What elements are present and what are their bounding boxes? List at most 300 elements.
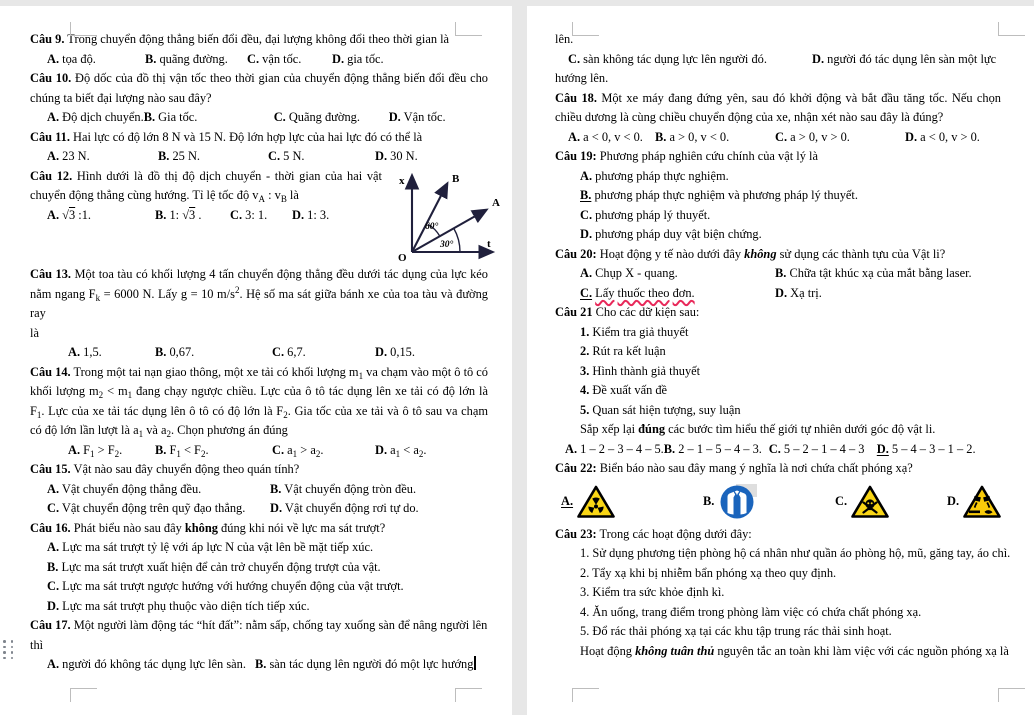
text-run: A.: [565, 441, 578, 456]
sign-options-row: [561, 481, 1001, 523]
protective-clothing-sign-icon: [717, 484, 757, 520]
text-run: 1: [90, 448, 95, 459]
text-run: Lực ma sát trượt tỷ lệ với áp lực N của vật lên bề mặt tiếp xúc.: [59, 540, 374, 554]
figure-line-b-label: B: [452, 173, 460, 185]
text-run: C.: [47, 579, 60, 593]
option: [255, 655, 488, 675]
margin-crop-mark: [998, 688, 1025, 702]
text-run: .: [205, 442, 209, 457]
text-run: . Gia tốc của xe tải và ô tô sau va chạm có độ lớn lần lượt là a: [30, 403, 489, 437]
option-line: [47, 597, 488, 617]
text-run: va chạm vào một ô tô có khối lượng m: [30, 364, 488, 398]
text-run: A.: [47, 149, 60, 163]
text-run: 2: [98, 390, 104, 400]
option: [272, 343, 375, 363]
text-run: B.: [655, 129, 667, 144]
option: [655, 128, 775, 148]
options-row: [68, 441, 488, 461]
text-run: 1: [395, 448, 401, 459]
figure-origin-label: O: [398, 252, 407, 264]
list-item: [580, 323, 1001, 343]
options-row: [68, 343, 488, 363]
option: [775, 128, 905, 148]
text-run: Câu 21: [555, 305, 593, 319]
text-run: D.: [375, 149, 388, 163]
text-run: B.: [145, 51, 157, 66]
text-run: Độ dịch chuyển.: [59, 110, 144, 124]
text-run: . Lực của xe tải tác dụng lên ô tô có độ lớn là F: [41, 403, 284, 418]
text-run: 0,15.: [387, 345, 415, 359]
text-run: .: [320, 442, 324, 457]
text-run: 1: [138, 429, 144, 439]
list-item: [580, 583, 1001, 603]
text-run: Trong chuyển động thẳng biến đổi đều, đại lượng không đổi theo thời gian là: [64, 32, 450, 46]
option: [568, 128, 655, 148]
text-run: gia tốc.: [344, 51, 384, 66]
option: [565, 440, 664, 460]
text-run: Lực ma sát trượt xuất hiện để cản trở chuyển động trượt của vật.: [58, 559, 381, 574]
text-run: 3: [68, 207, 76, 222]
document-page-right[interactable]: [527, 6, 1034, 715]
text-run: 3: 1.: [242, 207, 268, 222]
text-run: 5. Đổ rác thải phóng xạ tại các khu tập trung rác thải sinh hoạt.: [580, 624, 892, 638]
question-9: [30, 30, 488, 50]
question-23: [555, 525, 1001, 545]
text-run: B.: [143, 110, 156, 124]
text-run: 1:: [166, 207, 183, 222]
text-run: 1: [127, 390, 133, 400]
option: [155, 206, 230, 226]
text-run: Vật nào sau đây chuyển động theo quán tính?: [70, 462, 300, 476]
option: [775, 264, 1001, 284]
options-row: [565, 440, 1001, 460]
text-run: D.: [270, 501, 283, 515]
text-run: k: [95, 292, 101, 303]
text-run: Độ dốc của đồ thị vận tốc theo thời gian của chuyển động thẳng biến đổi đều cho chúng ta biết đại lượng nào sau đây?: [30, 71, 489, 105]
text-run: Một xe máy đang đứng yên, sau đó khởi động và bắt đầu tăng tốc. Nếu chọn chiều dương là cùng chiều chuyển động của xe, nhận xét nào sau đây là đúng?: [555, 90, 1002, 124]
question-21-prompt: [580, 420, 1001, 440]
text-run: thuốc theo: [617, 285, 670, 300]
text-run: Câu 9.: [30, 32, 65, 46]
option-line: [580, 186, 1001, 206]
option: [877, 440, 1001, 460]
text-run: Câu 19:: [555, 149, 597, 163]
option: [580, 284, 775, 304]
text-run: 1: 3.: [304, 207, 330, 222]
text-run: B.: [663, 441, 676, 456]
option: [332, 50, 488, 70]
option-line: [47, 577, 488, 597]
list-item: [580, 622, 1001, 642]
text-run: 2: [418, 448, 424, 459]
text-run: B.: [155, 207, 167, 222]
option: [580, 264, 775, 284]
text-run: là: [30, 325, 39, 340]
options-row: [568, 128, 1001, 148]
text-run: A.: [47, 657, 60, 671]
text-run: 5 – 4 – 3 – 1 – 2.: [888, 441, 976, 456]
options-row: [580, 284, 1001, 304]
text-cursor: [474, 656, 475, 670]
text-run: Kiểm tra giả thuyết: [589, 324, 689, 339]
options-row: [47, 480, 488, 500]
option: [47, 499, 270, 519]
text-run: B.: [580, 188, 592, 202]
text-run: các bước tìm hiểu thế giới tự nhiên dưới góc độ vật li.: [665, 422, 936, 436]
text-run: A.: [68, 345, 81, 359]
text-run: 1. Sử dụng phương tiện phòng hộ cá nhân như quần áo phòng hộ, mũ, găng tay, áo chì.: [580, 546, 1011, 560]
option: [158, 147, 268, 167]
options-row: [568, 50, 1001, 70]
text-run: 3.: [580, 363, 590, 378]
text-run: 2.: [580, 344, 590, 358]
text-run: √: [62, 207, 69, 222]
text-run: 2: [283, 409, 288, 420]
text-run: 5.: [580, 402, 590, 417]
text-run: A: [258, 194, 265, 204]
text-run: lên.: [555, 32, 574, 46]
drag-handle-icon[interactable]: [3, 640, 16, 660]
margin-crop-mark: [572, 22, 599, 36]
text-run: Câu 16.: [30, 520, 71, 535]
text-run: Lực ma sát trượt ngược hướng với hướng chuyển động của vật trượt.: [59, 579, 404, 593]
text-run: người đó tác dụng lên sàn một lực: [824, 51, 997, 66]
text-run: phương pháp duy vật biện chứng.: [592, 227, 762, 241]
question-15: [30, 460, 488, 480]
option: [389, 108, 488, 128]
text-run: Hai lực có độ lớn 8 N và 15 N. Độ lớn hợp lực của hai lực đó có thể là: [69, 129, 423, 144]
text-run: .: [119, 442, 123, 457]
text-run: D.: [905, 129, 918, 144]
text-run: = 6000 N. Lấy g = 10 m/s: [100, 286, 235, 301]
text-run: Câu 18.: [555, 90, 597, 105]
options-row: [47, 108, 488, 128]
text-run: 2: [200, 448, 206, 459]
figure-angle-30-label: 30°: [440, 240, 454, 250]
options-row: [47, 499, 488, 519]
text-run: C.: [568, 51, 581, 66]
question-10: [30, 69, 488, 108]
text-run: người đó không tác dụng lực lên sàn.: [59, 657, 246, 671]
text-run: đúng: [638, 422, 666, 436]
text-run: 2: [234, 284, 240, 295]
text-run: Chụp X - quang.: [592, 266, 678, 280]
text-run: .: [423, 442, 427, 457]
text-run: > a: [297, 442, 316, 457]
text-run: Vật chuyển động tròn đều.: [281, 481, 417, 496]
text-run: < a: [400, 442, 419, 457]
text-run: . Chọn phương án đúng: [170, 423, 288, 437]
list-item: [580, 342, 1001, 362]
text-run: không: [744, 246, 777, 261]
text-run: phương pháp thực nghiệm và phương pháp lý thuyết.: [591, 188, 858, 202]
text-run: Hoạt động y tế nào dưới đây: [596, 246, 745, 261]
text-run: 1: [358, 370, 364, 381]
text-run: đang chạy ngược chiều. Lực của ô tô tác dụng lên xe tải có độ lớn là F: [30, 384, 488, 418]
option: [270, 480, 488, 500]
option: [247, 50, 332, 70]
margin-crop-mark: [998, 22, 1025, 36]
text-run: Vật chuyển động trên quỹ đạo thẳng.: [59, 501, 246, 515]
radiation-sign-icon: [576, 484, 616, 519]
text-run: sử dụng các thành tựu của Vật li?: [776, 246, 946, 261]
option: [568, 50, 812, 70]
text-run: Vận tốc.: [400, 110, 446, 124]
option: [292, 206, 391, 226]
text-run: 2: [114, 448, 120, 459]
text-run: > F: [94, 442, 115, 457]
list-item: [580, 544, 1011, 564]
option: [812, 50, 1001, 70]
text-run: C.: [273, 110, 286, 124]
text-run: D.: [292, 207, 305, 222]
text-run: Phương pháp nghiên cứu chính của vật lý là: [596, 149, 818, 163]
text-run: sàn tác dụng lên người đó một lực hướng: [266, 657, 474, 671]
text-run: vận tốc.: [259, 51, 302, 66]
text-run: Một người làm động tác “hít đất”: nằm sấp, chống tay xuống sàn để nâng người lên: [70, 618, 488, 632]
sign-option: [561, 484, 703, 519]
question-14: [30, 363, 488, 441]
text-run: C.: [47, 501, 60, 515]
text-run: Trong các hoạt động dưới đây:: [596, 526, 752, 541]
text-run: không: [184, 520, 218, 535]
question-20: [555, 245, 1001, 265]
text-run: Biển báo nào sau đây mang ý nghĩa là nơi chứa chất phóng xạ?: [596, 461, 913, 475]
text-run: < m: [103, 384, 128, 398]
text-run: 3. Kiểm tra sức khỏe định kì.: [580, 585, 725, 599]
option-line: [580, 167, 1001, 187]
text-run: a > 0, v < 0.: [666, 129, 730, 144]
text-run: 1: [36, 409, 42, 420]
text-run: C.: [580, 285, 593, 300]
text-run: quãng đường.: [156, 51, 228, 66]
option-line: [580, 206, 1001, 226]
option: [272, 441, 375, 461]
text-run: Câu 17.: [30, 618, 71, 632]
options-row: [47, 50, 488, 70]
corrosive-sign-icon: [962, 484, 1002, 519]
option: [268, 147, 375, 167]
option-letter: B.: [703, 494, 715, 508]
text-run: D.: [332, 51, 345, 66]
text-run: F: [80, 442, 91, 457]
text-run: B.: [775, 266, 787, 280]
text-run: không tuân thủ: [635, 643, 715, 658]
text-run: .: [195, 207, 202, 222]
option: [144, 108, 274, 128]
toxic-skull-sign-icon: [850, 484, 890, 519]
text-run: đúng khi nói về lực ma sát trượt?: [217, 520, 386, 535]
option: [769, 440, 877, 460]
text-run: Hình dưới là đồ thị độ dịch chuyển - thời gian của hai vật chuyển động thẳng cùng hướng. Tỉ lệ tốc độ v: [30, 168, 382, 202]
text-run: B: [280, 194, 287, 204]
text-run: Chữa tật khúc xạ của mắt bằng laser.: [786, 266, 972, 280]
text-run: đơn.: [672, 285, 695, 300]
text-run: Hình thành giả thuyết: [589, 363, 701, 378]
text-run: D.: [812, 51, 825, 66]
text-run: A.: [68, 442, 81, 457]
text-run: và a: [143, 423, 167, 437]
text-run: Vật chuyển động rơi tự do.: [282, 501, 419, 515]
text-run: tọa độ.: [59, 51, 96, 66]
option: [68, 343, 155, 363]
list-item: [580, 603, 1001, 623]
option-letter: D.: [947, 494, 960, 508]
text-run: Câu 11.: [30, 129, 70, 144]
question-13: [30, 265, 488, 324]
text-run: Xạ trị.: [787, 285, 822, 300]
text-run: Lực ma sát trượt phụ thuộc vào diện tích tiếp xúc.: [59, 598, 310, 613]
option: [47, 108, 144, 128]
text-run: Câu 13.: [30, 267, 72, 281]
option: [270, 499, 488, 519]
sign-option: [947, 484, 1002, 519]
text-run: B.: [158, 149, 170, 163]
text-run: hướng lên.: [555, 71, 609, 85]
option: [47, 50, 145, 70]
option-letter: A.: [561, 494, 574, 508]
text-run: D.: [375, 345, 388, 359]
text-run: 1: [176, 448, 181, 459]
text-run: Câu 20:: [555, 246, 597, 261]
text-run: √: [182, 207, 190, 222]
text-run: 1: [292, 448, 298, 459]
option: [905, 128, 1001, 148]
text-run: C.: [230, 207, 243, 222]
text-run: 2 – 1 – 5 – 4 – 3.: [675, 441, 762, 456]
text-run: C.: [775, 129, 788, 144]
text-run: 6,7.: [284, 345, 306, 359]
text-run: C.: [272, 345, 285, 359]
text-run: a: [387, 442, 396, 457]
text-run: D.: [47, 598, 60, 613]
list-item: [580, 564, 1001, 584]
option: [155, 343, 272, 363]
text-run: 1.: [580, 324, 590, 339]
text-run: sàn không tác dụng lực lên người đó.: [580, 51, 767, 66]
text-run: A.: [47, 481, 60, 496]
text-run: A.: [47, 51, 60, 66]
text-run: a > 0, v > 0.: [787, 129, 850, 144]
text-run: Câu 12.: [30, 168, 73, 183]
margin-crop-mark: [70, 688, 97, 702]
text-run: 4.: [580, 383, 590, 397]
option-line: [580, 225, 1001, 245]
text-run: 1 – 2 – 3 – 4 – 5.: [577, 441, 664, 456]
text-run: 25 N.: [169, 149, 201, 163]
question-13-continued: [30, 324, 488, 344]
text-run: 2. Tẩy xạ khi bị nhiễm bẩn phóng xạ theo quy định.: [580, 565, 837, 580]
question-17-continuation: [555, 30, 1001, 50]
option: [145, 50, 247, 70]
margin-crop-mark: [455, 688, 482, 702]
question-17-continued: [30, 636, 488, 656]
text-run: Gia tốc.: [155, 110, 198, 124]
text-run: B.: [255, 657, 267, 671]
text-run: Câu 10.: [30, 71, 72, 85]
text-run: là: [286, 188, 299, 202]
text-run: C.: [268, 149, 281, 163]
text-run: Lấy: [595, 285, 615, 300]
text-run: phương pháp thực nghiệm.: [592, 168, 729, 183]
question-22: [555, 459, 1001, 479]
text-run: nguyên tắc an toàn khi làm việc với các nguồn phóng xạ là: [714, 643, 1009, 658]
list-item: [580, 401, 1001, 421]
text-run: 2: [166, 429, 171, 439]
text-run: D.: [876, 441, 889, 456]
option: [375, 441, 488, 461]
question-21: [555, 303, 1001, 323]
text-run: F: [166, 442, 177, 457]
text-run: Cho các dữ kiện sau:: [592, 305, 700, 319]
option: [155, 441, 272, 461]
question-11: [30, 128, 488, 148]
figure-line-a-label: A: [492, 197, 500, 209]
text-run: a: [284, 442, 293, 457]
text-run: C.: [272, 442, 285, 457]
question-19: [555, 147, 1001, 167]
text-run: Quãng đường.: [285, 110, 360, 124]
displacement-time-graph: [388, 164, 510, 264]
text-run: 0,67.: [166, 345, 195, 359]
text-run: Một toa tàu có khối lượng 4 tấn chuyển động thẳng đều dưới tác dụng của lực kéo nằm ngang F: [30, 267, 488, 301]
options-row: [580, 264, 1001, 284]
text-run: Trong một tai nạn giao thông, một xe tải có khối lượng m: [70, 364, 359, 379]
option-line: [47, 538, 488, 558]
sign-option: [835, 484, 947, 519]
margin-crop-mark: [70, 22, 97, 36]
text-run: C.: [580, 207, 593, 222]
text-run: A.: [580, 168, 593, 183]
option: [274, 108, 389, 128]
text-run: :1.: [75, 207, 92, 222]
text-run: Rút ra kết luận: [589, 344, 666, 358]
sign-option: [703, 484, 835, 520]
text-run: : v: [264, 188, 281, 202]
option: [664, 440, 769, 460]
question-18: [555, 89, 1001, 128]
text-run: 30 N.: [387, 149, 418, 163]
text-run: a < 0, v > 0.: [917, 129, 980, 144]
text-run: Câu 15.: [30, 462, 71, 476]
options-row: [47, 206, 391, 226]
document-page-left[interactable]: [0, 6, 512, 715]
text-run: . Hệ số ma sát giữa bánh xe của toa tàu và đường ray: [30, 286, 488, 320]
text-run: D.: [388, 110, 401, 124]
options-row: [47, 655, 488, 675]
text-run: D.: [580, 227, 593, 241]
text-run: Câu 23:: [555, 526, 597, 541]
text-run: A.: [47, 110, 60, 124]
page-left-content: [30, 30, 488, 675]
page-gap: [512, 6, 527, 715]
option: [47, 206, 155, 226]
text-run: A.: [47, 540, 60, 554]
margin-crop-mark: [455, 22, 482, 36]
text-run: 4. Ăn uống, trang điểm trong phòng làm việc có chứa chất phóng xạ.: [580, 604, 922, 619]
text-run: phương pháp lý thuyết.: [592, 207, 711, 222]
option: [68, 441, 155, 461]
option: [375, 343, 488, 363]
text-run: Quan sát hiện tượng, suy luận: [589, 402, 741, 417]
question-16: [30, 519, 488, 539]
figure-x-axis-label: x: [399, 175, 405, 187]
text-run: B.: [155, 442, 167, 457]
margin-crop-mark: [572, 688, 599, 702]
text-run: A.: [568, 129, 581, 144]
option-line: [47, 558, 488, 578]
text-run: Hoạt động: [580, 643, 636, 658]
